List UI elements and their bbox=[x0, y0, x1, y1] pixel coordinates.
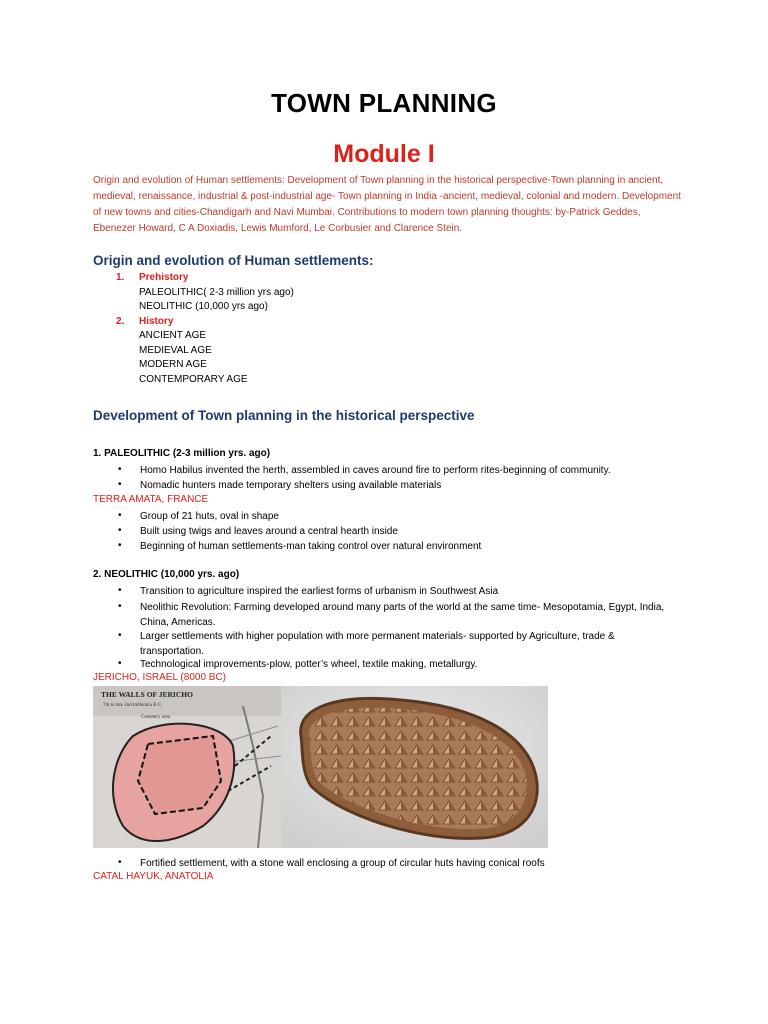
map-note: Cemetery area bbox=[141, 715, 171, 720]
neolithic-heading: 2. NEOLITHIC (10,000 yrs. ago) bbox=[93, 569, 240, 580]
bullet-icon: • bbox=[118, 510, 122, 521]
section-heading-development: Development of Town planning in the historical perspective bbox=[93, 408, 475, 423]
list-subitem: ANCIENT AGE bbox=[139, 330, 207, 341]
jericho-map-drawing bbox=[93, 686, 281, 848]
bullet-icon: • bbox=[118, 479, 122, 490]
bullet-icon: • bbox=[118, 601, 122, 612]
bullet-icon: • bbox=[118, 630, 122, 641]
list-subitem: CONTEMPORARY AGE bbox=[139, 374, 248, 385]
bullet-text: Larger settlements with higher population with more permanent materials- supported by Agriculture, trade & transportation. bbox=[140, 631, 615, 657]
bullet-text: Built using twigs and leaves around a central hearth inside bbox=[140, 526, 398, 537]
list-number: 2. bbox=[116, 316, 125, 327]
bullet-text: Nomadic hunters made temporary shelters using available materials bbox=[140, 480, 442, 491]
list-subitem: MODERN AGE bbox=[139, 359, 207, 370]
list-subitem: MEDIEVAL AGE bbox=[139, 345, 212, 356]
catal-hayuk-heading: CATAL HAYUK, ANATOLIA bbox=[93, 871, 214, 882]
bullet-icon: • bbox=[118, 857, 122, 868]
terra-amata-heading: TERRA AMATA, FRANCE bbox=[93, 494, 209, 505]
module-intro: Origin and evolution of Human settlements: Development of Town planning in the historical perspective-Town planning in ancient, medieval, renaissance, industrial & post-industrial age- Town planning in India -ancient, medieval, colonial and modern. Development of new towns and cities-Chandigarh and Navi Mumbai. Contributions to modern town planning thoughts: by-Patrick Geddes, Ebenezer Howard, C A Doxiadis, Lewis Mumford, Le Corbusier and Clarence Stein. bbox=[93, 175, 681, 234]
jericho-model-image bbox=[281, 686, 548, 848]
list-label-prehistory: Prehistory bbox=[139, 272, 189, 283]
map-subcaption: 7th to late 2nd millennia B.C. bbox=[103, 703, 163, 708]
bullet-text: Group of 21 huts, oval in shape bbox=[140, 511, 279, 522]
bullet-text: Homo Habilus invented the herth, assembled in caves around fire to perform rites-beginning of community. bbox=[140, 465, 611, 476]
jericho-model-drawing bbox=[281, 686, 548, 848]
jericho-map-image bbox=[93, 686, 281, 848]
bullet-icon: • bbox=[118, 525, 122, 536]
bullet-icon: • bbox=[118, 464, 122, 475]
bullet-text: Beginning of human settlements-man taking control over natural environment bbox=[140, 541, 482, 552]
page-title: TOWN PLANNING bbox=[271, 88, 497, 118]
bullet-icon: • bbox=[118, 540, 122, 551]
module-heading: Module I bbox=[333, 140, 435, 168]
list-subitem: PALEOLITHIC( 2-3 million yrs ago) bbox=[139, 287, 294, 298]
list-number: 1. bbox=[116, 272, 125, 283]
list-subitem: NEOLITHIC (10,000 yrs ago) bbox=[139, 301, 268, 312]
section-heading-origin: Origin and evolution of Human settlements: bbox=[93, 253, 374, 268]
paleolithic-heading: 1. PALEOLITHIC (2-3 million yrs. ago) bbox=[93, 448, 271, 459]
bullet-text: Technological improvements-plow, potter’s wheel, textile making, metallurgy. bbox=[140, 659, 478, 670]
bullet-text: Neolithic Revolution: Farming developed around many parts of the world at the same time- Mesopotamia, Egypt, India, China, Americas. bbox=[140, 602, 665, 628]
bullet-icon: • bbox=[118, 658, 122, 669]
jericho-heading: JERICHO, ISRAEL (8000 BC) bbox=[93, 672, 227, 683]
bullet-icon: • bbox=[118, 585, 122, 596]
bullet-text: Transition to agriculture inspired the earliest forms of urbanism in Southwest Asia bbox=[140, 586, 499, 597]
list-label-history: History bbox=[139, 316, 174, 327]
map-caption: THE WALLS OF JERICHO bbox=[101, 690, 193, 699]
bullet-text: Fortified settlement, with a stone wall enclosing a group of circular huts having conical roofs bbox=[140, 858, 545, 869]
